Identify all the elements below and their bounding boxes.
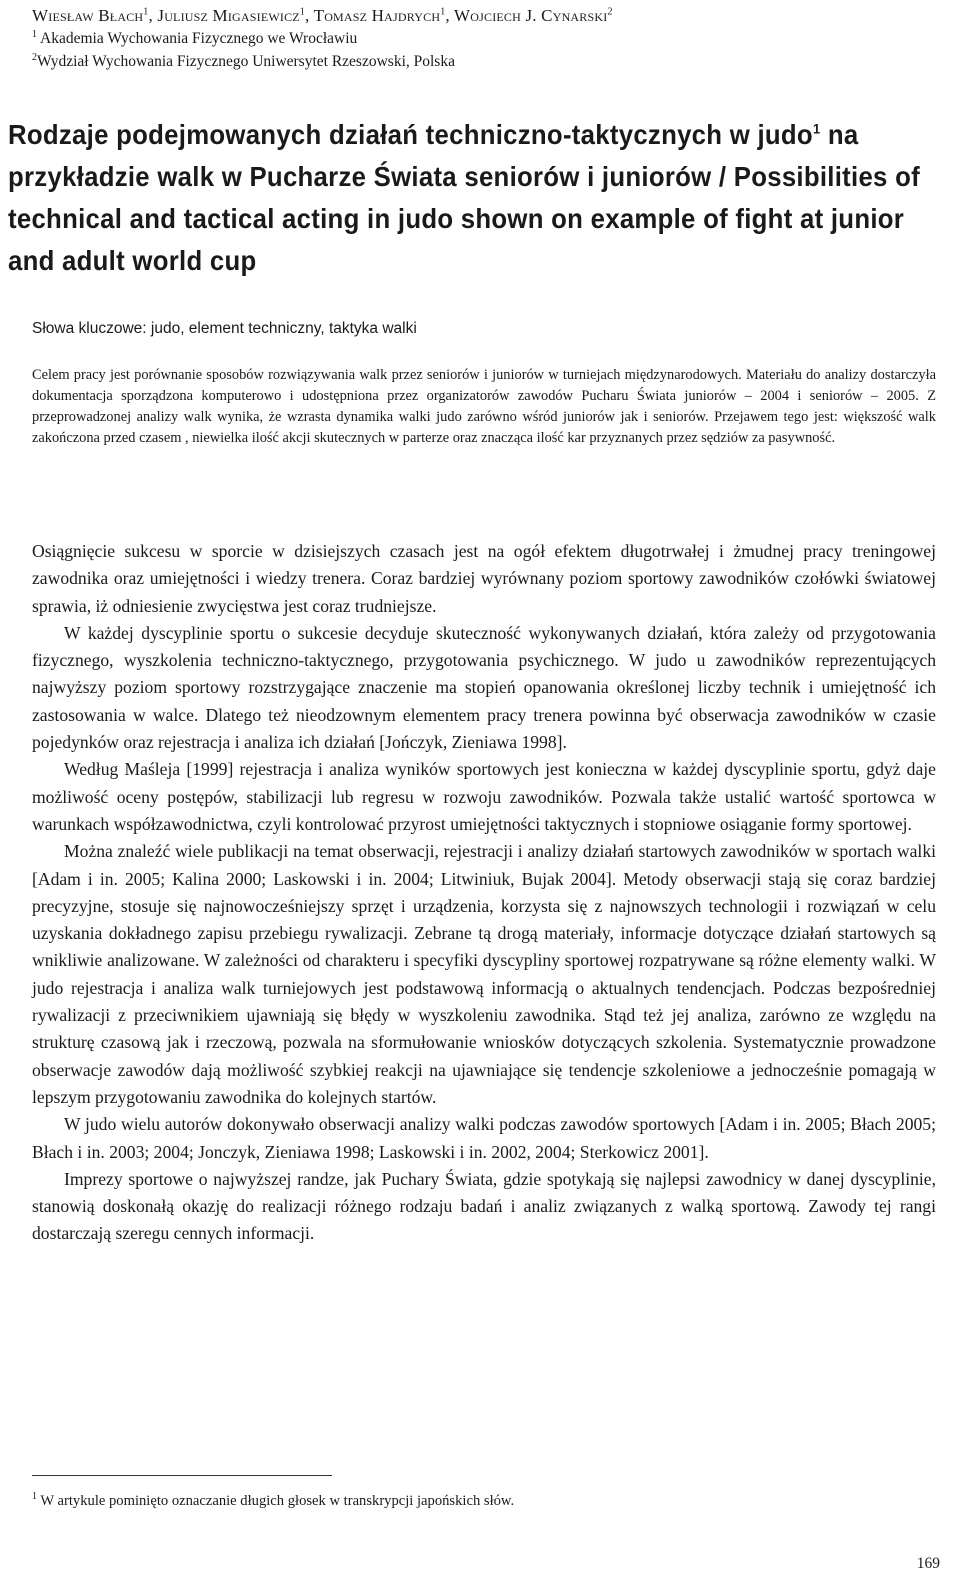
affiliation	[32, 29, 732, 49]
paragraph: Można znaleźć wiele publikacji na temat obserwacji, rejestracji i analizy działań startowych zawodników w sportach walki [Adam i in. 2005; Kalina 2000; Laskowski i in. 2004; Litwiniuk, Bujak 2004]. Metody obserwacji stają się coraz bardziej precyzyjne, stosuje się najnowocześniejszy sprzęt i urządzenia, korzysta się z najnowszych technologii i rozwiązań w celu uzyskania dokładnego zapisu przebiegu rywalizacji. Zebrane tą drogą materiały, informacje dotyczące działań startowych są wnikliwie analizowane. W zależności od charakteru i specyfiki dyscypliny sportowej rozpatrywane są różne elementy walki. W judo rejestracja i analiza walk turniejowych jest podstawową informacją o aktualnych tendencjach. Podczas bezpośredniej rywalizacji z przeciwnikiem ujawniają się błędy w wyszkoleniu zawodnika. Stąd też jej analiza, zarówno ze względu na strukturę czasową jak i rzeczową, pozwala na sformułowanie wniosków dotyczących szkolenia. Systematycznie prowadzone obserwacje zawodów dają możliwość szybkiej reakcji na ujawniające się tendencje szkoleniowe a jednocześnie pomagają w lepszym przygotowaniu zawodnika do kolejnych startów.	[32, 841, 936, 1107]
paragraph: Według Maśleja [1999] rejestracja i analiza wyników sportowych jest konieczna w każdej dyscyplinie sportu, gdyż daje możliwość oceny postępów, stabilizacji lub regresu w rozwoju zawodników. Pozwala także ustalić wartość sportowca w warunkach współzawodnictwa, czyli kontrolować przyrost umiejętności taktycznych i stopniowe osiąganie formy sportowej.	[32, 759, 936, 834]
affiliation-mark: 1	[440, 6, 446, 18]
body-text	[32, 538, 936, 1248]
affiliation-mark: 1	[299, 6, 306, 18]
page-number: 169	[916, 1555, 940, 1572]
footnote-mark: 1	[812, 120, 821, 137]
affiliation	[32, 52, 732, 72]
affiliation-mark: 2	[32, 51, 37, 63]
paper-title	[8, 114, 937, 282]
paragraph: Osiągnięcie sukcesu w sporcie w dzisiejszych czasach jest na ogół efektem długotrwałej i żmudnej pracy treningowej zawodnika oraz umiejętności i wiedzy trenera. Coraz bardziej wyrównany poziom sportowy zawodników czołówki światowej sprawia, iż odniesienie zwycięstwa jest coraz trudniejsze.	[32, 541, 936, 616]
author-name: Wiesław Błach	[32, 6, 144, 25]
affiliation-mark: 1	[143, 6, 149, 18]
abstract: Celem pracy jest porównanie sposobów rozwiązywania walk przez seniorów i juniorów w turniejach międzynarodowych. Materiału do analizy dostarczyła dokumentacja sporządzona komputerowo i udostępniona przez organizatorów zawodów Pucharu Świata juniorów – 2004 i seniorów – 2005. Z przeprowadzonej analizy walk wynika, że wzrasta dynamika walki judo zarówno wśród juniorów jak i seniorów. Przejawem tego jest: większość walk zakończona przed czasem , niewielka ilość akcji skutecznych w parterze oraz znacząca ilość kar przyznanych przez sędziów za pasywność.	[32, 367, 936, 446]
footnote-text: W artykule pominięto oznaczanie długich głosek w transkrypcji japońskich słów.	[37, 1493, 515, 1509]
author-name: Juliusz Migasiewicz	[157, 6, 300, 25]
footnote	[32, 1490, 932, 1512]
footnote-rule	[32, 1475, 332, 1476]
keywords: Słowa kluczowe: judo, element techniczny, taktyka walki	[32, 320, 417, 337]
title-text: na przykładzie walk w Pucharze Świata seniorów i juniorów / Possibilities of technical and tactical acting in judo shown on example of fight at junior and adult world cup	[8, 119, 920, 276]
title-text: Rodzaje podejmowanych działań techniczno-taktycznych w judo	[8, 119, 813, 150]
footnote-mark: 1	[32, 1491, 37, 1503]
affiliation-text: Akademia Wychowania Fizycznego we Wrocławiu	[40, 30, 358, 47]
author-name: Tomasz Hajdrych	[313, 6, 441, 25]
affiliation-mark: 2	[607, 6, 613, 18]
paragraph: W judo wielu autorów dokonywało obserwacji analizy walki podczas zawodów sportowych [Adam i in. 2005; Błach 2005; Błach i in. 2003; 2004; Jonczyk, Zieniawa 1998; Laskowski i in. 2002, 2004; Sterkowicz 2001].	[32, 1114, 936, 1162]
author-name: Wojciech J. Cynarski	[454, 6, 608, 25]
affiliation-text: Wydział Wychowania Fizycznego Uniwersytet Rzeszowski, Polska	[37, 53, 455, 70]
author-line: Wiesław Błach$^1$, Juliusz Migasiewicz$^1$, Tomasz Hajdrych$^1$, Wojciech J. Cynarski$^2$	[32, 6, 613, 25]
paragraph: W każdej dyscyplinie sportu o sukcesie decyduje skuteczność wykonywanych działań, która zależy od przygotowania fizycznego, wyszkolenia techniczno-taktycznego, przygotowania psychicznego. W judo u zawodników reprezentujących najwyższy poziom sportowy rozstrzygające znaczenie ma stopień opanowania określonej liczby technik i umiejętność ich zastosowania w walce. Dlatego też nieodzownym elementem pracy trenera powinna być obserwacja zawodników w czasie pojedynków oraz rejestracja i analiza ich działań [Jończyk, Zieniawa 1998].	[32, 622, 936, 753]
paragraph: Imprezy sportowe o najwyższej randze, jak Puchary Świata, gdzie spotykają się najlepsi zawodnicy w danej dyscyplinie, stanowią doskonałą okazję do realizacji różnego rodzaju badań i analiz związanych z walką sportową. Zawody tej rangi dostarczają szeregu cennych informacji.	[32, 1168, 936, 1244]
affiliation-mark: 1	[32, 28, 37, 40]
